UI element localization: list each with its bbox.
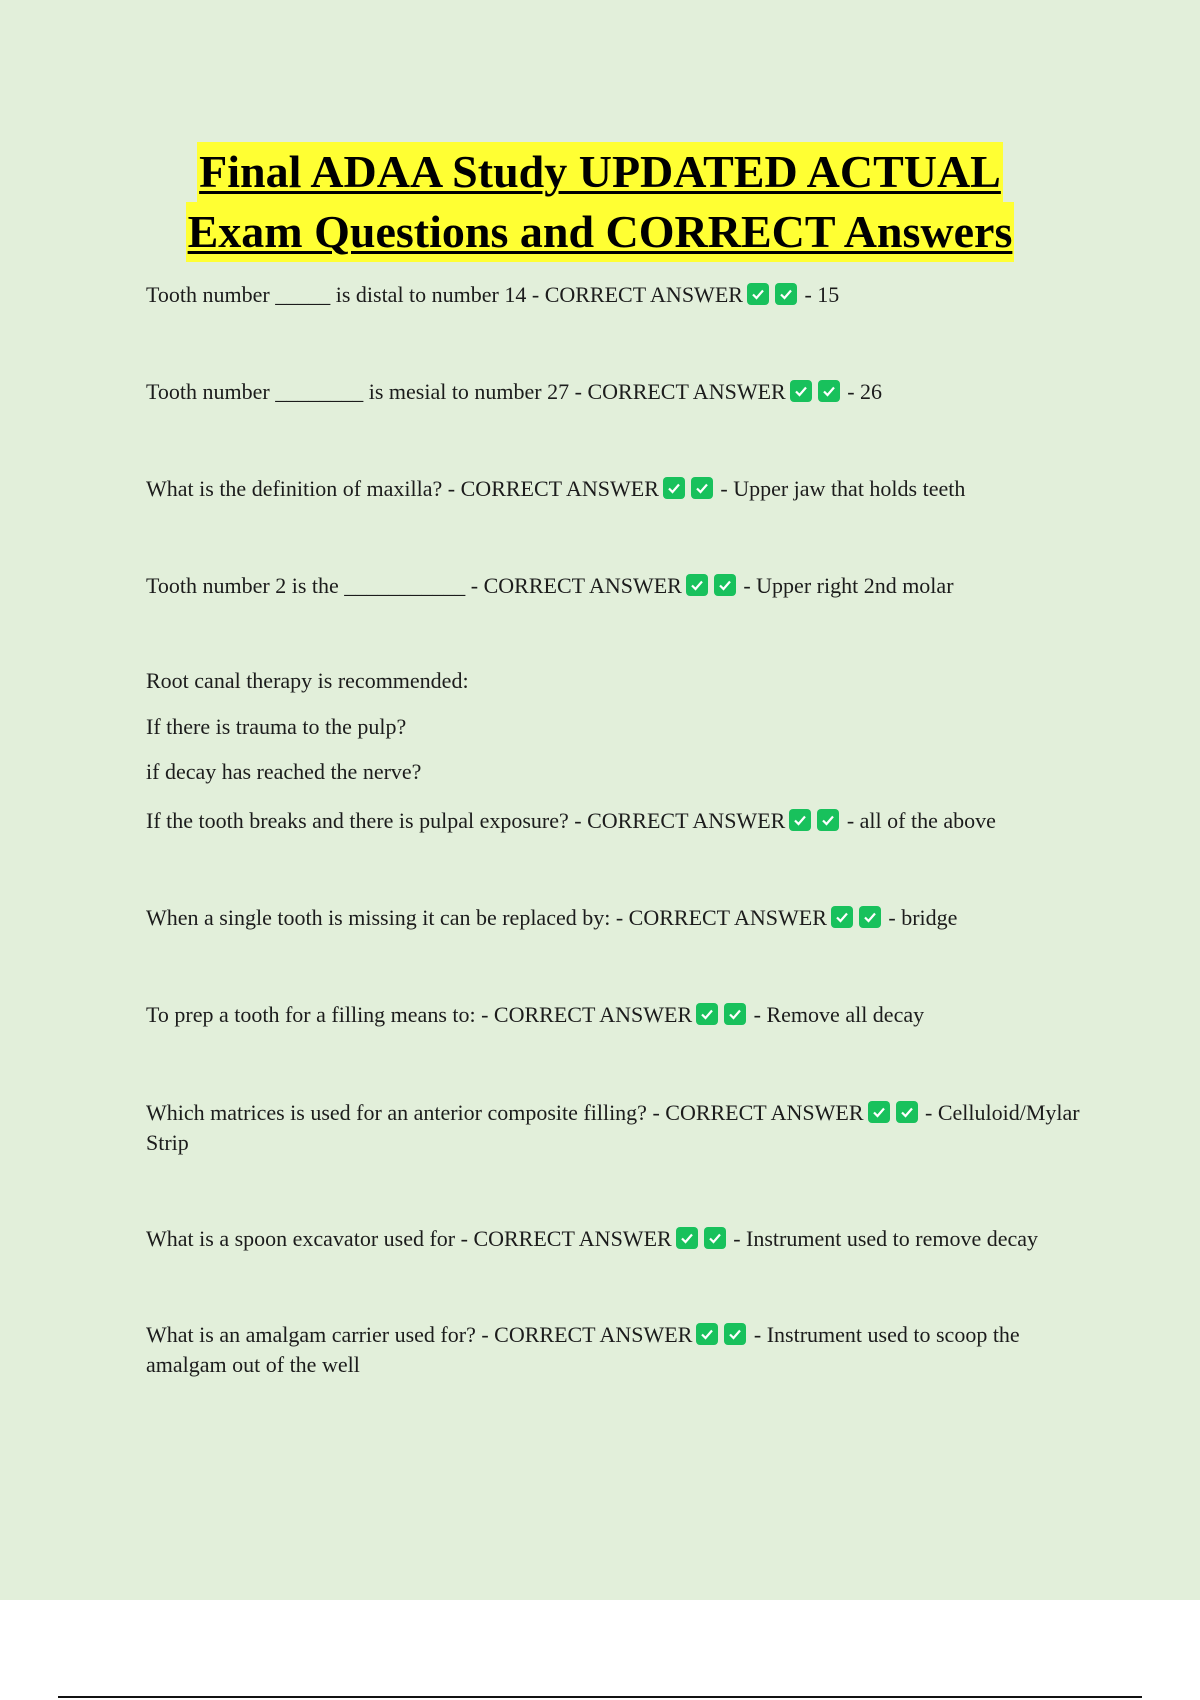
answer-text: - Upper right 2nd molar: [743, 573, 954, 598]
check-mark-icon: [696, 1323, 718, 1345]
qa-item: [146, 571, 1086, 601]
answer-text: - all of the above: [846, 808, 996, 833]
qa-item: [146, 280, 1086, 310]
title-line-2: Exam Questions and CORRECT Answers: [186, 202, 1015, 262]
qa-item: [146, 1224, 1086, 1254]
question-line: Root canal therapy is recommended:: [146, 668, 469, 693]
answer-text: - Remove all decay: [753, 1002, 925, 1027]
question-line: [146, 806, 1086, 836]
question-text: What is the definition of maxilla? - CORRECT ANSWER: [146, 476, 659, 501]
answer-text: - Instrument used to scoop the amalgam out of the well: [146, 1322, 1020, 1377]
qa-item: [146, 1098, 1086, 1158]
answer-text: - Instrument used to remove decay: [733, 1226, 1039, 1251]
question-line: If there is trauma to the pulp?: [146, 714, 407, 739]
question-text: What is a spoon excavator used for - CORRECT ANSWER: [146, 1226, 672, 1251]
answer-text: - 26: [847, 379, 883, 404]
question-text: Tooth number _____ is distal to number 14 - CORRECT ANSWER: [146, 282, 743, 307]
question-text: If the tooth breaks and there is pulpal exposure? - CORRECT ANSWER: [146, 808, 786, 833]
check-mark-icon: [691, 477, 713, 499]
question-line: if decay has reached the nerve?: [146, 759, 422, 784]
question-text: When a single tooth is missing it can be replaced by: - CORRECT ANSWER: [146, 905, 827, 930]
check-mark-icon: [714, 574, 736, 596]
qa-item: [146, 474, 1086, 504]
question-text: Tooth number 2 is the ___________ - CORRECT ANSWER: [146, 573, 682, 598]
check-mark-icon: [790, 380, 812, 402]
check-mark-icon: [859, 906, 881, 928]
answer-text: - 15: [804, 282, 840, 307]
check-mark-icon: [747, 283, 769, 305]
answer-text: - Upper jaw that holds teeth: [720, 476, 966, 501]
check-mark-icon: [818, 380, 840, 402]
qa-item: [146, 377, 1086, 407]
check-mark-icon: [831, 906, 853, 928]
answer-text: - bridge: [888, 905, 958, 930]
check-mark-icon: [896, 1101, 918, 1123]
check-mark-icon: [676, 1227, 698, 1249]
check-mark-icon: [817, 809, 839, 831]
title-line-1: Final ADAA Study UPDATED ACTUAL: [197, 142, 1003, 202]
check-mark-icon: [686, 574, 708, 596]
check-mark-icon: [696, 1003, 718, 1025]
qa-item: [146, 666, 1086, 836]
question-text: What is an amalgam carrier used for? - CORRECT ANSWER: [146, 1322, 693, 1347]
qa-list: [146, 280, 1086, 1380]
check-mark-icon: [663, 477, 685, 499]
page-title: [0, 142, 1200, 262]
check-mark-icon: [868, 1101, 890, 1123]
answer-text: - Celluloid/Mylar Strip: [146, 1100, 1080, 1155]
check-mark-icon: [704, 1227, 726, 1249]
check-mark-icon: [789, 809, 811, 831]
qa-item: [146, 1000, 1086, 1030]
question-text: Which matrices is used for an anterior composite filling? - CORRECT ANSWER: [146, 1100, 864, 1125]
check-mark-icon: [724, 1323, 746, 1345]
check-mark-icon: [724, 1003, 746, 1025]
qa-item: [146, 1320, 1086, 1380]
question-text: Tooth number ________ is mesial to number 27 - CORRECT ANSWER: [146, 379, 786, 404]
footer-divider: [58, 1696, 1142, 1698]
check-mark-icon: [775, 283, 797, 305]
qa-item: [146, 903, 1086, 933]
question-text: To prep a tooth for a filling means to: - CORRECT ANSWER: [146, 1002, 693, 1027]
